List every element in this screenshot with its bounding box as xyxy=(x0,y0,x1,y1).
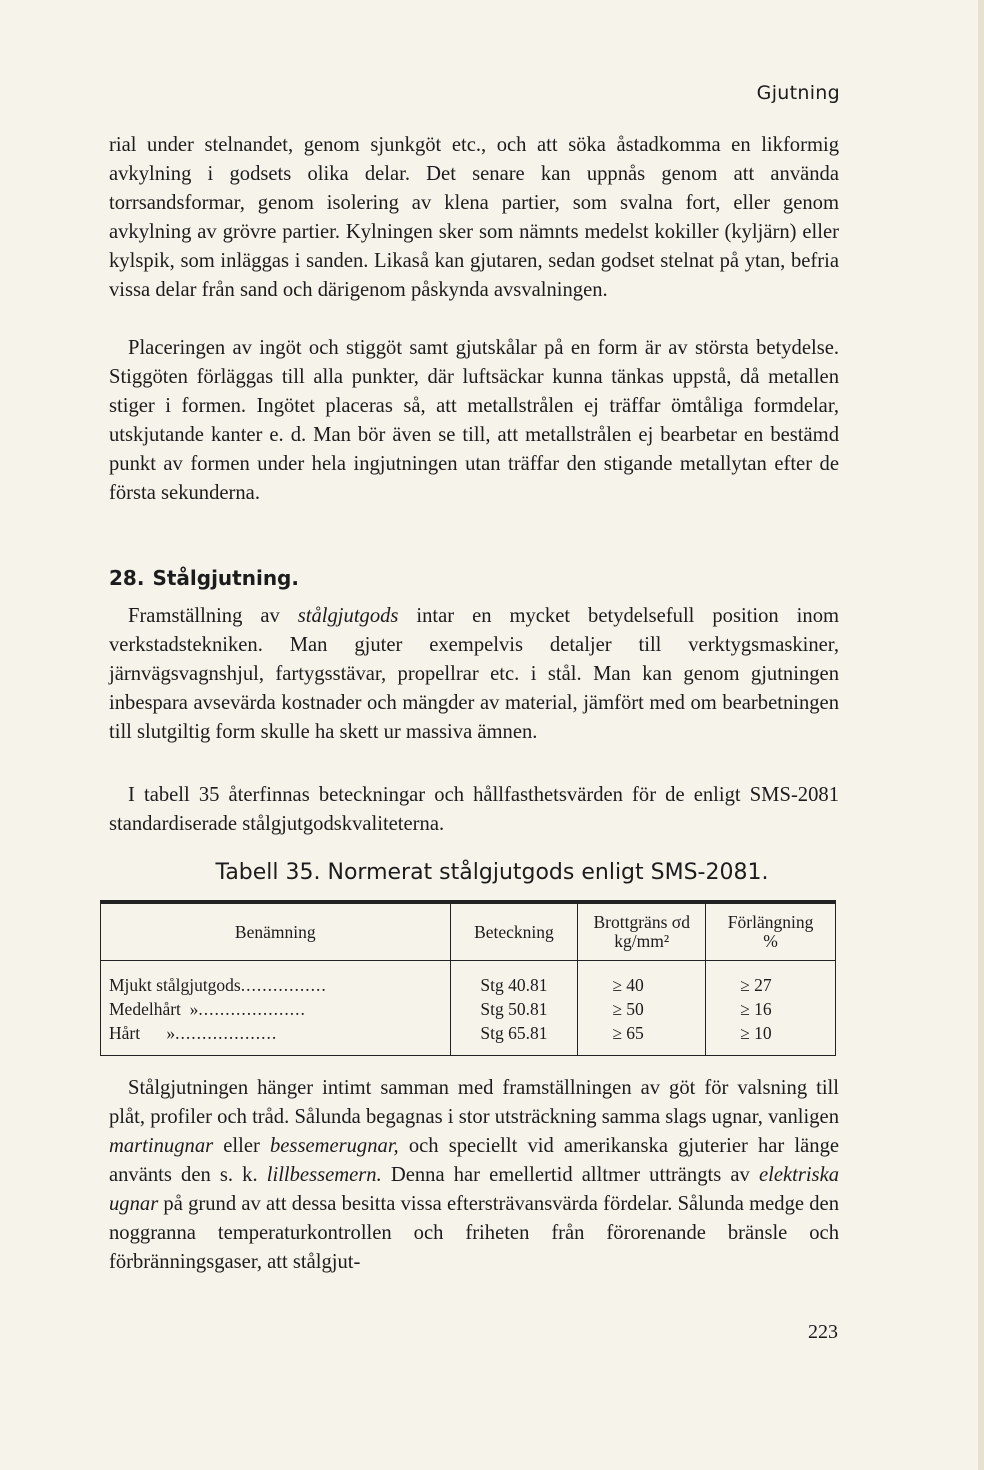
table-container xyxy=(100,900,836,1056)
cell-code: Stg 65.81 xyxy=(450,1021,578,1055)
table-row xyxy=(101,961,836,998)
page-number: 223 xyxy=(808,1321,838,1343)
p5-italic-elektriska: elektriska ugnar xyxy=(109,1164,840,1215)
table-row xyxy=(101,997,836,1021)
cell-name xyxy=(101,961,451,998)
p5-italic-bessemerugnar: bessemerugnar, xyxy=(270,1135,399,1157)
cell-elongation: ≥ 27 xyxy=(706,961,836,998)
header-elong-line2: % xyxy=(763,931,778,951)
p5-italic-martinugnar: martinugnar xyxy=(109,1135,214,1157)
cell-strength: ≥ 40 xyxy=(578,961,706,998)
data-table xyxy=(100,903,836,1055)
header-strength-line1: Brottgräns σd xyxy=(593,912,690,932)
row-name: Hårt » xyxy=(109,1022,176,1043)
header-elong-line1: Förlängning xyxy=(727,912,814,932)
cell-elongation: ≥ 16 xyxy=(706,997,836,1021)
cell-strength: ≥ 50 xyxy=(578,997,706,1021)
table-bottom-rule xyxy=(100,1055,836,1056)
p3-italic-term: stålgjutgods xyxy=(297,605,399,627)
p3-text-a: Framställning av xyxy=(128,605,298,627)
paragraph-5 xyxy=(109,1074,839,1277)
table-row xyxy=(101,1021,836,1055)
header-elongation xyxy=(706,904,836,961)
p5-text-a: Stålgjutningen hänger intimt samman med framställningen av göt för valsning till plåt, profiler och tråd. Sålunda begagnas i stor utsträckning samma slags ugnar, vanligen xyxy=(109,1077,839,1128)
paragraph-3 xyxy=(109,602,839,747)
section-title: Stålgjutning. xyxy=(152,566,299,590)
header-code: Beteckning xyxy=(450,904,578,961)
paragraph-4: I tabell 35 återfinnas beteckningar och hållfasthetsvärden för de enligt SMS-2081 standardiserade stålgjutgodskvaliteterna. xyxy=(109,784,839,835)
row-name: Medelhårt » xyxy=(109,998,199,1019)
leader-dots: ................ xyxy=(240,974,327,995)
paragraph-1: rial under stelnandet, genom sjunkgöt etc., och att söka åstadkomma en likformig avkylning i godsets olika delar. Det senare kan uppnås genom att använda torrsandsformar, genom isolering av klena partier, som svalna fort, eller genom avkylning av grövre partier. Kylningen sker som nämnts medelst kokiller (kyljärn) eller kylspik, som inläggas i sanden. Likaså kan gjutaren, sedan godset stelnat på ytan, befria vissa delar från sand och därigenom påskynda avsvalningen. xyxy=(109,134,839,301)
table-header-row xyxy=(101,904,836,961)
table-caption: Tabell 35. Normerat stålgjutgods enligt SMS-2081. xyxy=(215,860,769,885)
page-edge xyxy=(978,0,984,1470)
section-heading xyxy=(109,566,299,590)
header-strength-line2: kg/mm² xyxy=(614,931,670,951)
row-name: Mjukt stålgjutgods xyxy=(109,974,241,995)
header-strength xyxy=(578,904,706,961)
header-name: Benämning xyxy=(101,904,451,961)
p5-text-c: och speciellt vid amerikanska gjuterier har länge använts den s. k. xyxy=(109,1135,840,1186)
p5-text-b: eller xyxy=(213,1135,270,1157)
p5-text-d: Denna har emellertid alltmer utträngts av xyxy=(381,1164,759,1186)
running-title: Gjutning xyxy=(756,82,840,104)
p5-text-e: på grund av att dessa besitta vissa eftersträvansvärda fördelar. Sålunda medge den noggranna temperaturkontrollen och friheten från förorenande bränsle och förbränningsgaser, att stålgjut- xyxy=(109,1193,839,1273)
cell-name xyxy=(101,997,451,1021)
cell-elongation: ≥ 10 xyxy=(706,1021,836,1055)
leader-dots: ................... xyxy=(175,1022,278,1043)
leader-dots: .................... xyxy=(198,998,306,1019)
cell-code: Stg 50.81 xyxy=(450,997,578,1021)
p3-text-b: intar en mycket betydelsefull position inom verkstadstekniken. Man gjuter exempelvis detaljer till verktygsmaskiner, järnvägsvagnshjul, fartygsstävar, propellrar etc. i stål. Man kan genom gjutningen inbespara avsevärda kostnader och mängder av material, jämfört med om bearbetningen till slutgiltig form skulle ha skett ur massiva ämnen. xyxy=(109,605,840,743)
cell-strength: ≥ 65 xyxy=(578,1021,706,1055)
cell-name xyxy=(101,1021,451,1055)
p5-italic-lillbessemern: lillbessemern. xyxy=(266,1164,382,1186)
section-number: 28. xyxy=(109,566,145,590)
cell-code: Stg 40.81 xyxy=(450,961,578,998)
paragraph-2: Placeringen av ingöt och stiggöt samt gjutskålar på en form är av största betydelse. Stiggöten förläggas till alla punkter, där luftsäckar kunna tänkas uppstå, då metallen stiger i formen. Ingötet placeras så, att metallstrålen ej träffar ömtåliga formdelar, utskjutande kanter e. d. Man bör även se till, att metallstrålen ej bearbetar en bestämd punkt av formen under hela ingjutningen utan träffar den stigande metallytan efter de första sekunderna. xyxy=(109,337,839,504)
